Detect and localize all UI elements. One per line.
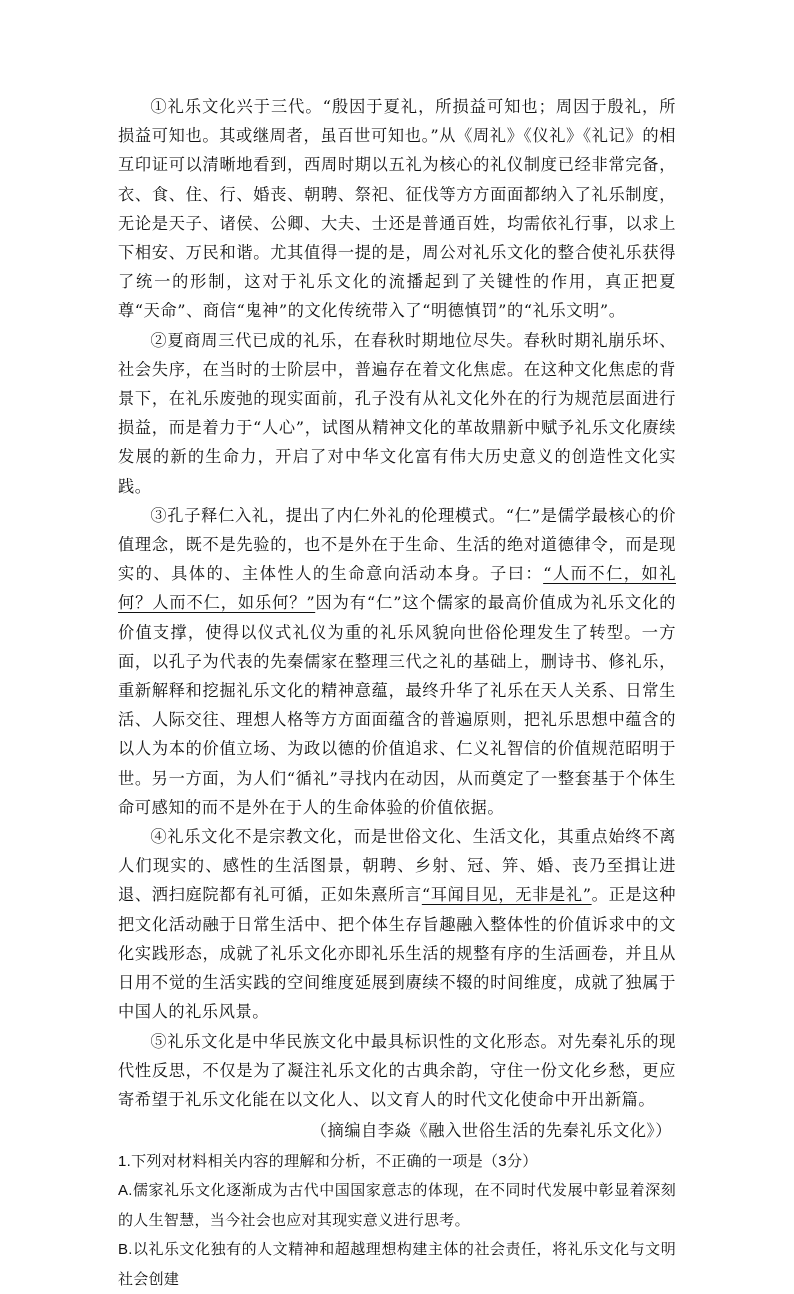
paragraph-1: ①礼乐文化兴于三代。“殷因于夏礼，所损益可知也；周因于殷礼，所损益可知也。其或继周者，虽百世可知也。”从《周礼》《仪礼》《礼记》的相互印证可以清晰地看到，西周时期以五礼为核心的礼仪制度已经非常完备，衣、食、住、行、婚丧、朝聘、祭祀、征伐等方方面面都纳入了礼乐制度，无论是天子、诸侯、公卿、大夫、士还是普通百姓，均需依礼行事，以求上下相安、万民和谐。尤其值得一提的是，周公对礼乐文化的整合使礼乐获得了统一的形制，这对于礼乐文化的流播起到了关键性的作用，真正把夏尊“天命”、商信“鬼神”的文化传统带入了“明德慎罚”的“礼乐文明”。 <box>118 97 676 321</box>
paragraph-4-after: 。正是这种把文化活动融于日常生活中、把个体生存旨趣融入整体性的价值诉求中的文化实践形态，成就了礼乐文化亦即礼乐生活的规整有序的生活画卷，并且从日用不觉的生活实践的空间维度延展到赓续不辍的时间维度，成就了独属于中国人的礼乐风景。 <box>118 885 676 1022</box>
underlined-quote-zhuxi: “耳闻目见，无非是礼” <box>421 885 592 905</box>
paragraph-2: ②夏商周三代已成的礼乐，在春秋时期地位尽失。春秋时期礼崩乐坏、社会失序，在当时的士阶层中，普遍存在着文化焦虑。在这种文化焦虑的背景下，在礼乐废弛的现实面前，孔子没有从礼文化外在的行为规范层面进行损益，而是着力于“人心”，试图从精神文化的革故鼎新中赋予礼乐文化赓续发展的新的生命力，开启了对中华文化富有伟大历史意义的创造性文化实践。 <box>118 330 676 496</box>
paragraph-5: ⑤礼乐文化是中华民族文化中最具标识性的文化形态。对先秦礼乐的现代性反思，不仅是为了凝注礼乐文化的古典余韵，守住一份文化乡愁，更应寄希望于礼乐文化能在以文化人、以文育人的时代文化使命中开出新篇。 <box>118 1031 676 1109</box>
paragraph-3-after: 因为有“仁”这个儒家的最高价值成为礼乐文化的价值支撑，使得以仪式礼仪为重的礼乐风貌向世俗伦理发生了转型。一方面，以孔子为代表的先秦儒家在整理三代之礼的基础上，删诗书、修礼乐，重新解释和挖掘礼乐文化的精神意蕴，最终升华了礼乐在天人关系、日常生活、人际交往、理想人格等方方面面蕴含的普遍原则，把礼乐思想中蕴含的以人为本的价值立场、为政以德的价值追求、仁义礼智信的价值规范昭明于世。另一方面，为人们“循礼”寻找内在动因，从而奠定了一整套基于个体生命可感知的而不是外在于人的生命体验的价值依据。 <box>118 593 677 817</box>
paragraph-4-before: ④礼乐文化不是宗教文化，而是世俗文化、生活文化，其重点始终不离人们现实的、感性的生活图景，朝聘、乡射、冠、笄、婚、丧乃至揖让进退、洒扫庭院都有礼可循，正如朱熹所言 <box>118 827 676 905</box>
paragraph-3-before: ③孔子释仁入礼，提出了内仁外礼的伦理模式。“仁”是儒学最核心的价值理念，既不是先验的，也不是外在于生命、生活的绝对道德律令，而是现实的、具体的、主体性人的生命意向活动本身。子曰： <box>118 505 676 584</box>
question-stem: 1.下列对材料相关内容的理解和分析，不正确的一项是（3分） <box>118 1153 538 1171</box>
paragraph-4 <box>118 822 676 1026</box>
document-page <box>118 92 676 1294</box>
source-citation: （摘编自李焱《融入世俗生活的先秦礼乐文化》） <box>310 1121 672 1141</box>
option-b: B.以礼乐文化独有的人文精神和超越理想构建主体的社会责任，将礼乐文化与文明社会创建 <box>118 1241 676 1288</box>
underlined-quote-confucius: “人而不仁，如礼何？人而不仁，如乐何？” <box>118 564 676 613</box>
option-a: A.儒家礼乐文化逐渐成为古代中国国家意志的体现，在不同时代发展中彰显着深刻的人生智慧，当今社会也应对其现实意义进行思考。 <box>118 1182 676 1229</box>
paragraph-3 <box>118 501 676 822</box>
